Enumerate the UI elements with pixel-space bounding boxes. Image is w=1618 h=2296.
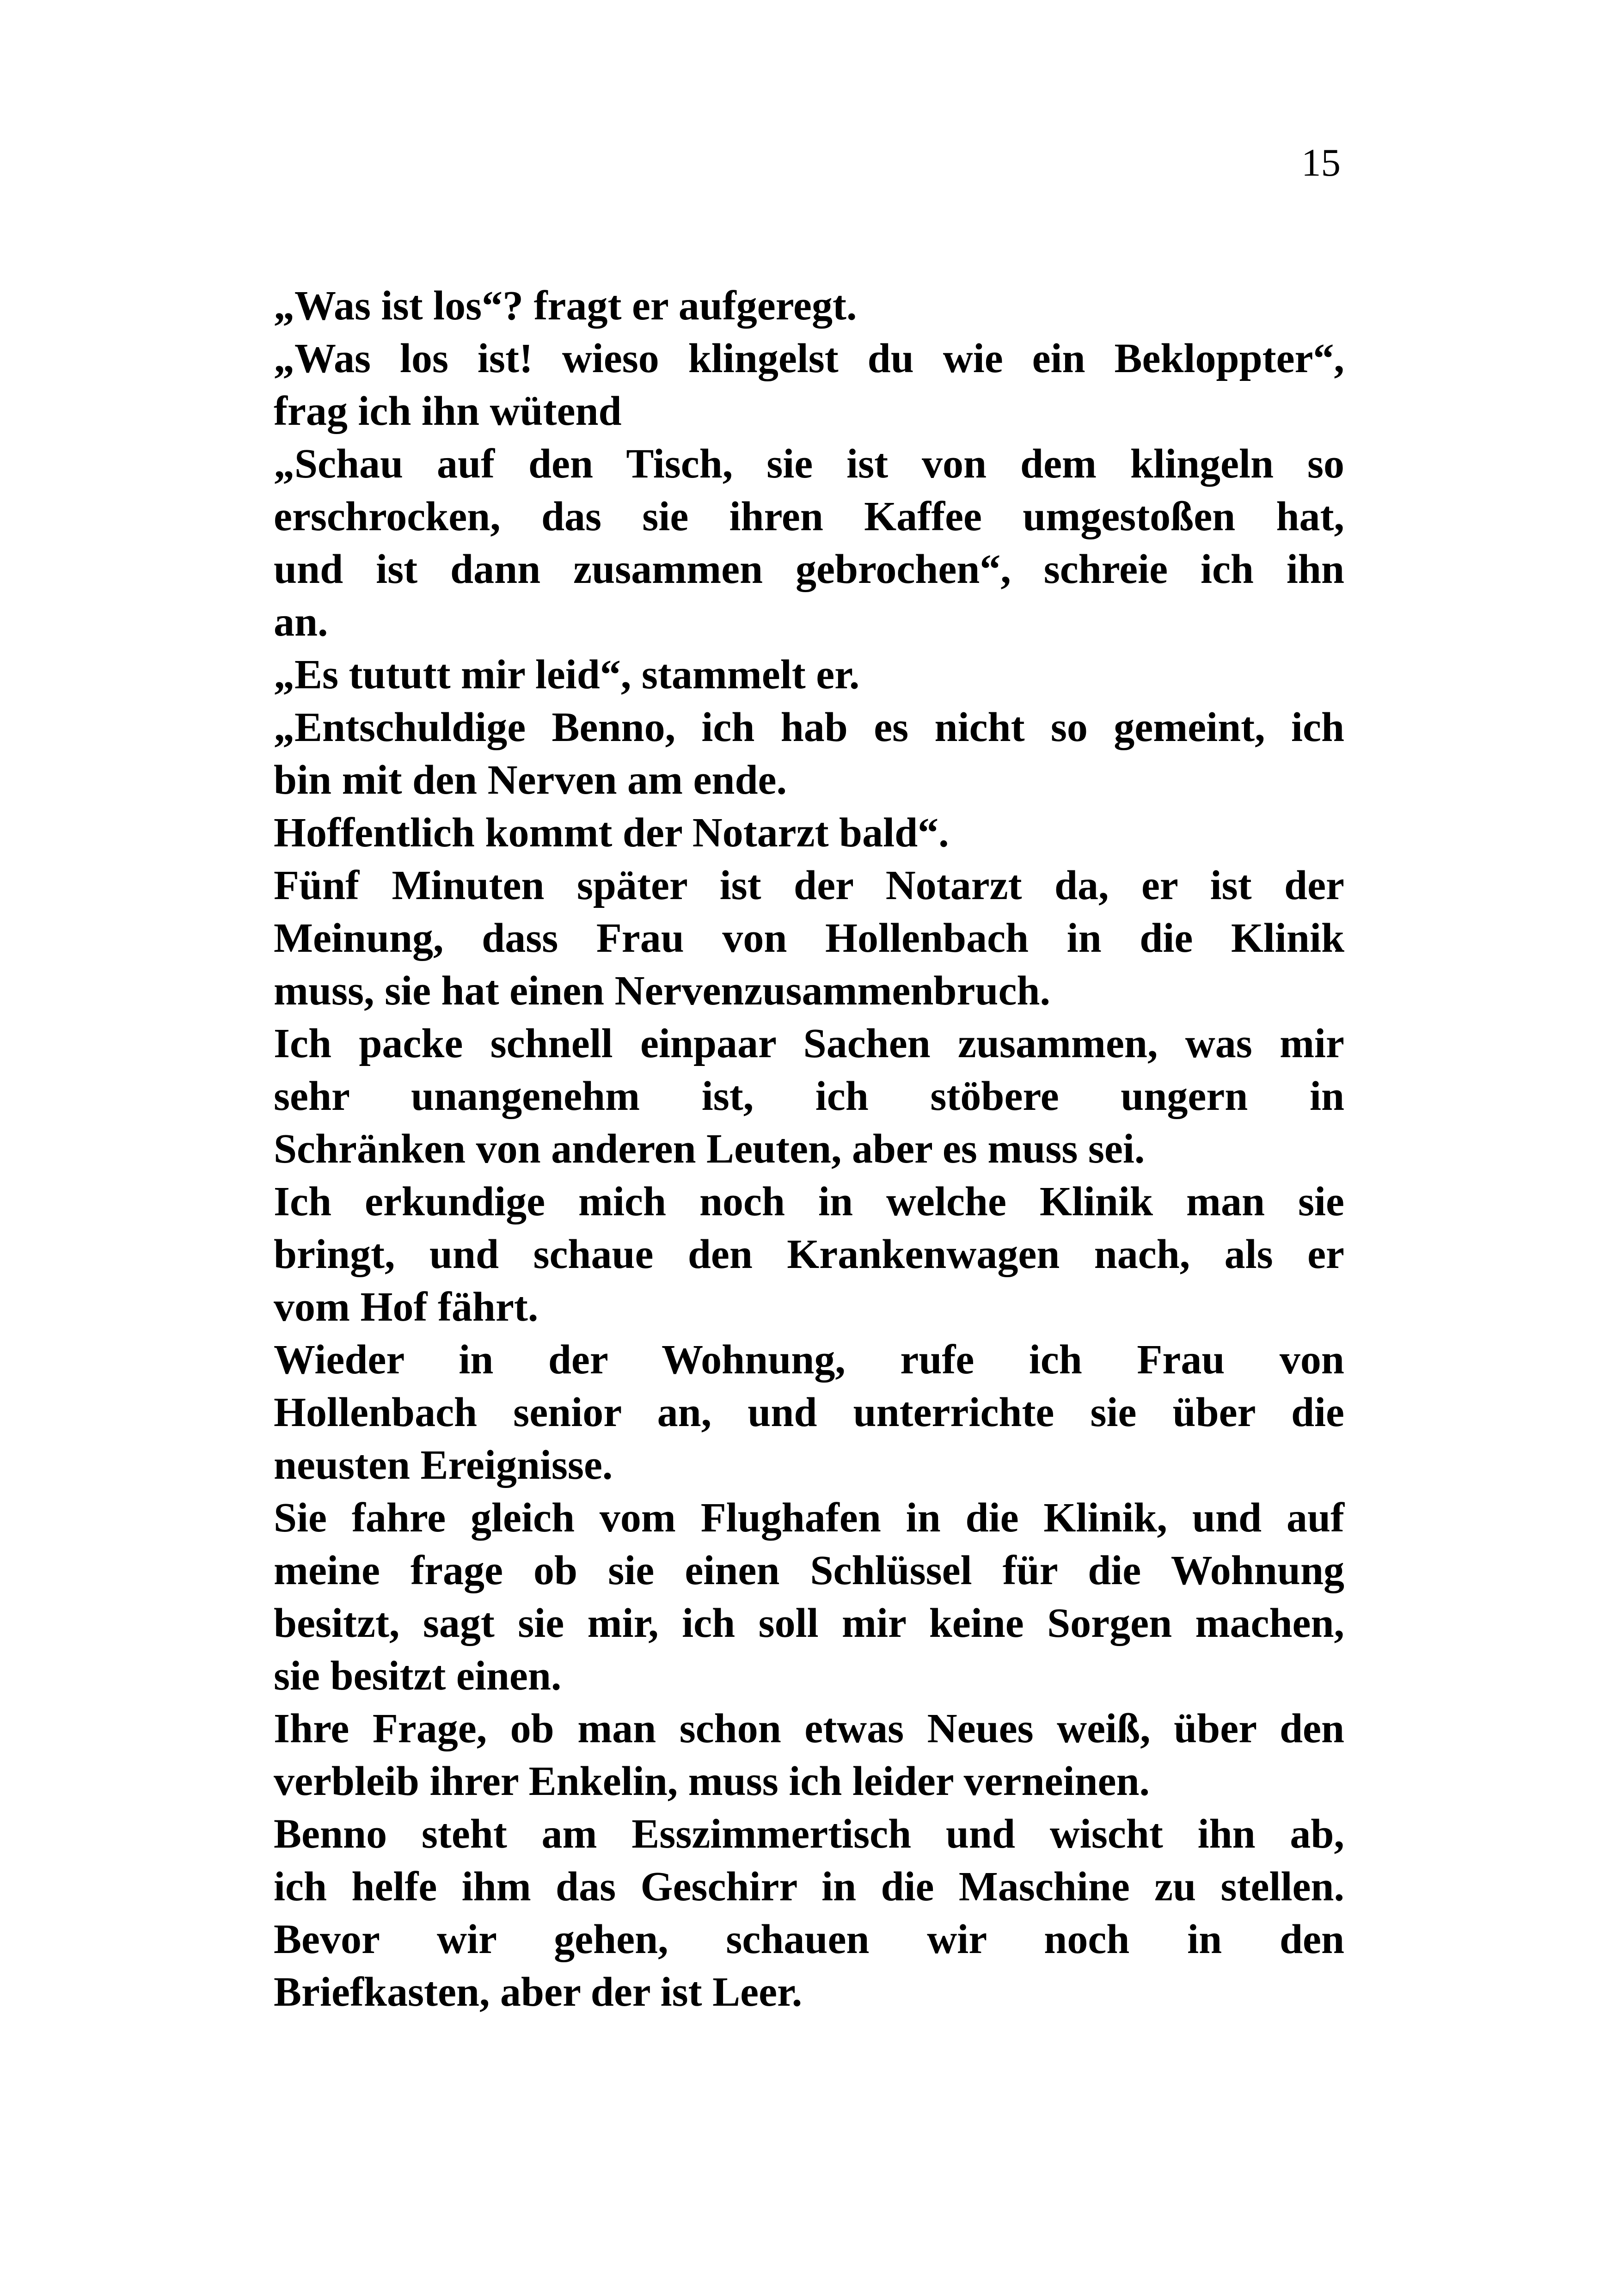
text-line: sie besitzt einen. [274,1653,562,1699]
text-line: neusten Ereignisse. [274,1442,613,1488]
page-number: 15 [1301,141,1341,184]
text-line: Ich erkundige mich noch in welche Klinik man sie [274,1179,1344,1225]
text-line: ich helfe ihm das Geschirr in die Maschine zu stellen. [274,1864,1344,1910]
text-line: Schränken von anderen Leuten, aber es muss sei. [274,1126,1145,1172]
text-line: muss, sie hat einen Nervenzusammenbruch. [274,968,1050,1014]
text-line: „Was ist los“? fragt er aufgeregt. [274,283,857,329]
text-line: „Entschuldige Benno, ich hab es nicht so gemeint, ich [274,704,1344,750]
text-line: Fünf Minuten später ist der Notarzt da, er ist der [274,863,1344,908]
text-line: und ist dann zusammen gebrochen“, schreie ich ihn [274,546,1344,592]
text-line: erschrocken, das sie ihren Kaffee umgestoßen hat, [274,494,1344,539]
text-line: Benno steht am Esszimmertisch und wischt ihn ab, [274,1811,1344,1857]
text-line: bin mit den Nerven am ende. [274,757,787,803]
text-line: Meinung, dass Frau von Hollenbach in die Klinik [274,915,1344,961]
text-line: „Was los ist! wieso klingelst du wie ein Bekloppter“, [274,336,1344,381]
text-line: Ich packe schnell einpaar Sachen zusammen, was mir [274,1021,1344,1066]
text-line: „Es tututt mir leid“, stammelt er. [274,652,860,698]
text-line: frag ich ihn wütend [274,388,622,434]
text-line: Ihre Frage, ob man schon etwas Neues weiß, über den [274,1706,1344,1751]
text-line: sehr unangenehm ist, ich stöbere ungern in [274,1073,1344,1119]
text-line: bringt, und schaue den Krankenwagen nach, als er [274,1231,1344,1277]
text-line: „Schau auf den Tisch, sie ist von dem klingeln so [274,441,1344,487]
text-line: Hollenbach senior an, und unterrichte sie über die [274,1390,1344,1435]
text-line: Sie fahre gleich vom Flughafen in die Klinik, und auf [274,1495,1344,1541]
text-line: besitzt, sagt sie mir, ich soll mir keine Sorgen machen, [274,1600,1344,1646]
text-line: an. [274,599,328,645]
text-line: Bevor wir gehen, schauen wir noch in den [274,1916,1344,1962]
text-line: Hoffentlich kommt der Notarzt bald“. [274,810,949,856]
body-text [274,280,1344,2019]
text-line: Briefkasten, aber der ist Leer. [274,1969,803,2015]
text-line: Wieder in der Wohnung, rufe ich Frau von [274,1337,1344,1383]
text-line: verbleib ihrer Enkelin, muss ich leider verneinen. [274,1758,1150,1804]
text-line: vom Hof fährt. [274,1284,539,1330]
text-line: meine frage ob sie einen Schlüssel für die Wohnung [274,1548,1344,1593]
